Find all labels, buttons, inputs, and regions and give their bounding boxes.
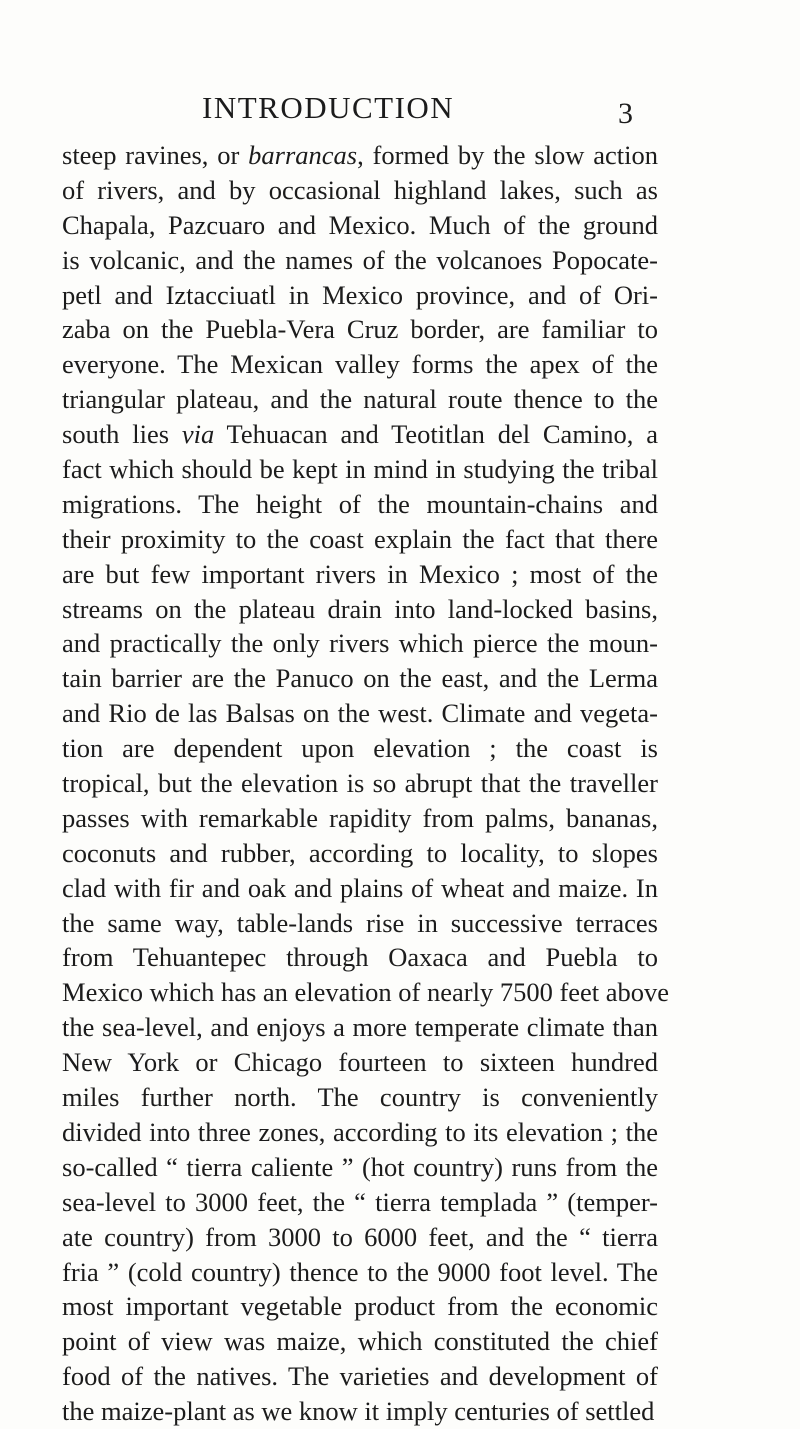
text-line — [62, 1289, 658, 1324]
text-segment: triangular plateau, and the natural route thence to the — [62, 384, 658, 415]
text-line — [62, 208, 658, 243]
text-segment: Chapala, Pazcuaro and Mexico. Much of the ground — [62, 209, 658, 240]
text-line — [62, 592, 658, 627]
text-line — [62, 696, 658, 731]
text-segment: are but few important rivers in Mexico ; most of the — [62, 558, 658, 589]
text-segment: fact which should be kept in mind in studying the tribal — [62, 454, 658, 485]
text-line — [62, 906, 658, 941]
text-line — [62, 417, 658, 452]
italic-term: via — [181, 419, 215, 450]
text-line — [62, 626, 658, 661]
text-segment: petl and Iztacciuatl in Mexico province, and of Ori- — [62, 279, 658, 310]
text-line — [62, 940, 658, 975]
text-segment: south lies — [62, 419, 182, 450]
text-segment: from Tehuantepec through Oaxaca and Puebla to — [62, 942, 658, 973]
running-head: INTRODUCTION — [202, 90, 455, 125]
text-line — [62, 1324, 658, 1359]
text-segment: divided into three zones, according to its elevation ; the — [62, 1116, 658, 1147]
text-segment: passes with remarkable rapidity from palms, bananas, — [62, 802, 658, 833]
text-segment: miles further north. The country is conveniently — [62, 1082, 658, 1113]
text-line — [62, 1394, 658, 1429]
text-line — [62, 1115, 658, 1150]
text-segment: migrations. The height of the mountain-chains and — [62, 488, 658, 519]
text-segment: food of the natives. The varieties and development of — [62, 1361, 658, 1392]
text-line — [62, 1150, 658, 1185]
text-segment: Tehuacan and Teotitlan del Camino, a — [214, 419, 658, 450]
text-segment: the maize-plant as we know it imply centuries of settled — [62, 1396, 655, 1427]
text-line — [62, 173, 658, 208]
text-line — [62, 382, 658, 417]
page-number: 3 — [618, 97, 633, 130]
text-segment: zaba on the Puebla-Vera Cruz border, are familiar to — [62, 314, 658, 345]
body-paragraph — [62, 138, 670, 1429]
text-segment: and practically the only rivers which pierce the moun- — [62, 628, 658, 659]
italic-term: barrancas — [248, 140, 358, 170]
text-segment: fria ” (cold country) thence to the 9000 foot level. The — [62, 1256, 658, 1287]
text-segment: sea-level to 3000 feet, the “ tierra templada ” (temper- — [62, 1186, 658, 1217]
text-segment: Mexico which has an elevation of nearly 7500 feet above — [62, 977, 670, 1008]
text-line — [62, 1185, 658, 1220]
text-segment: tion are dependent upon elevation ; the coast is — [62, 733, 658, 764]
text-segment: coconuts and rubber, according to locality, to slopes — [62, 837, 658, 868]
text-line — [62, 522, 658, 557]
text-line — [62, 312, 658, 347]
text-line — [62, 1080, 658, 1115]
text-line — [62, 278, 658, 313]
text-segment: , formed by the slow action — [357, 140, 658, 170]
text-segment: streams on the plateau drain into land-locked basins, — [62, 593, 658, 624]
text-segment: is volcanic, and the names of the volcanoes Popocate- — [62, 244, 658, 275]
text-line — [62, 452, 658, 487]
text-segment: the sea-level, and enjoys a more temperate climate than — [62, 1012, 658, 1043]
text-segment: most important vegetable product from the economic — [62, 1291, 658, 1322]
text-line — [62, 975, 670, 1010]
text-segment: ate country) from 3000 to 6000 feet, and the “ tierra — [62, 1221, 658, 1252]
text-segment: tain barrier are the Panuco on the east, and the Lerma — [62, 663, 658, 694]
text-segment: New York or Chicago fourteen to sixteen hundred — [62, 1047, 658, 1078]
text-line — [62, 243, 658, 278]
text-segment: their proximity to the coast explain the fact that there — [62, 523, 658, 554]
text-line — [62, 557, 658, 592]
text-segment: steep ravines, or — [62, 140, 249, 170]
text-segment: point of view was maize, which constituted the chief — [62, 1326, 658, 1357]
text-line — [62, 731, 658, 766]
text-segment: so-called “ tierra caliente ” (hot country) runs from the — [62, 1151, 658, 1182]
text-line — [62, 1045, 658, 1080]
text-line — [62, 836, 658, 871]
text-segment: clad with fir and oak and plains of wheat and maize. In — [62, 872, 658, 903]
text-line — [62, 661, 658, 696]
text-segment: everyone. The Mexican valley forms the apex of the — [62, 349, 658, 380]
text-line — [62, 1255, 658, 1290]
text-segment: the same way, table-lands rise in successive terraces — [62, 907, 658, 938]
text-line — [62, 1220, 658, 1255]
text-line — [62, 871, 658, 906]
text-line — [62, 801, 658, 836]
text-line — [62, 766, 658, 801]
text-segment: tropical, but the elevation is so abrupt that the traveller — [62, 768, 658, 799]
text-segment: and Rio de las Balsas on the west. Climate and vegeta- — [62, 698, 658, 729]
text-line — [62, 1010, 658, 1045]
text-segment: of rivers, and by occasional highland lakes, such as — [62, 174, 658, 205]
text-line — [62, 487, 658, 522]
text-line — [62, 1359, 658, 1394]
text-line — [62, 138, 658, 173]
text-line — [62, 347, 658, 382]
